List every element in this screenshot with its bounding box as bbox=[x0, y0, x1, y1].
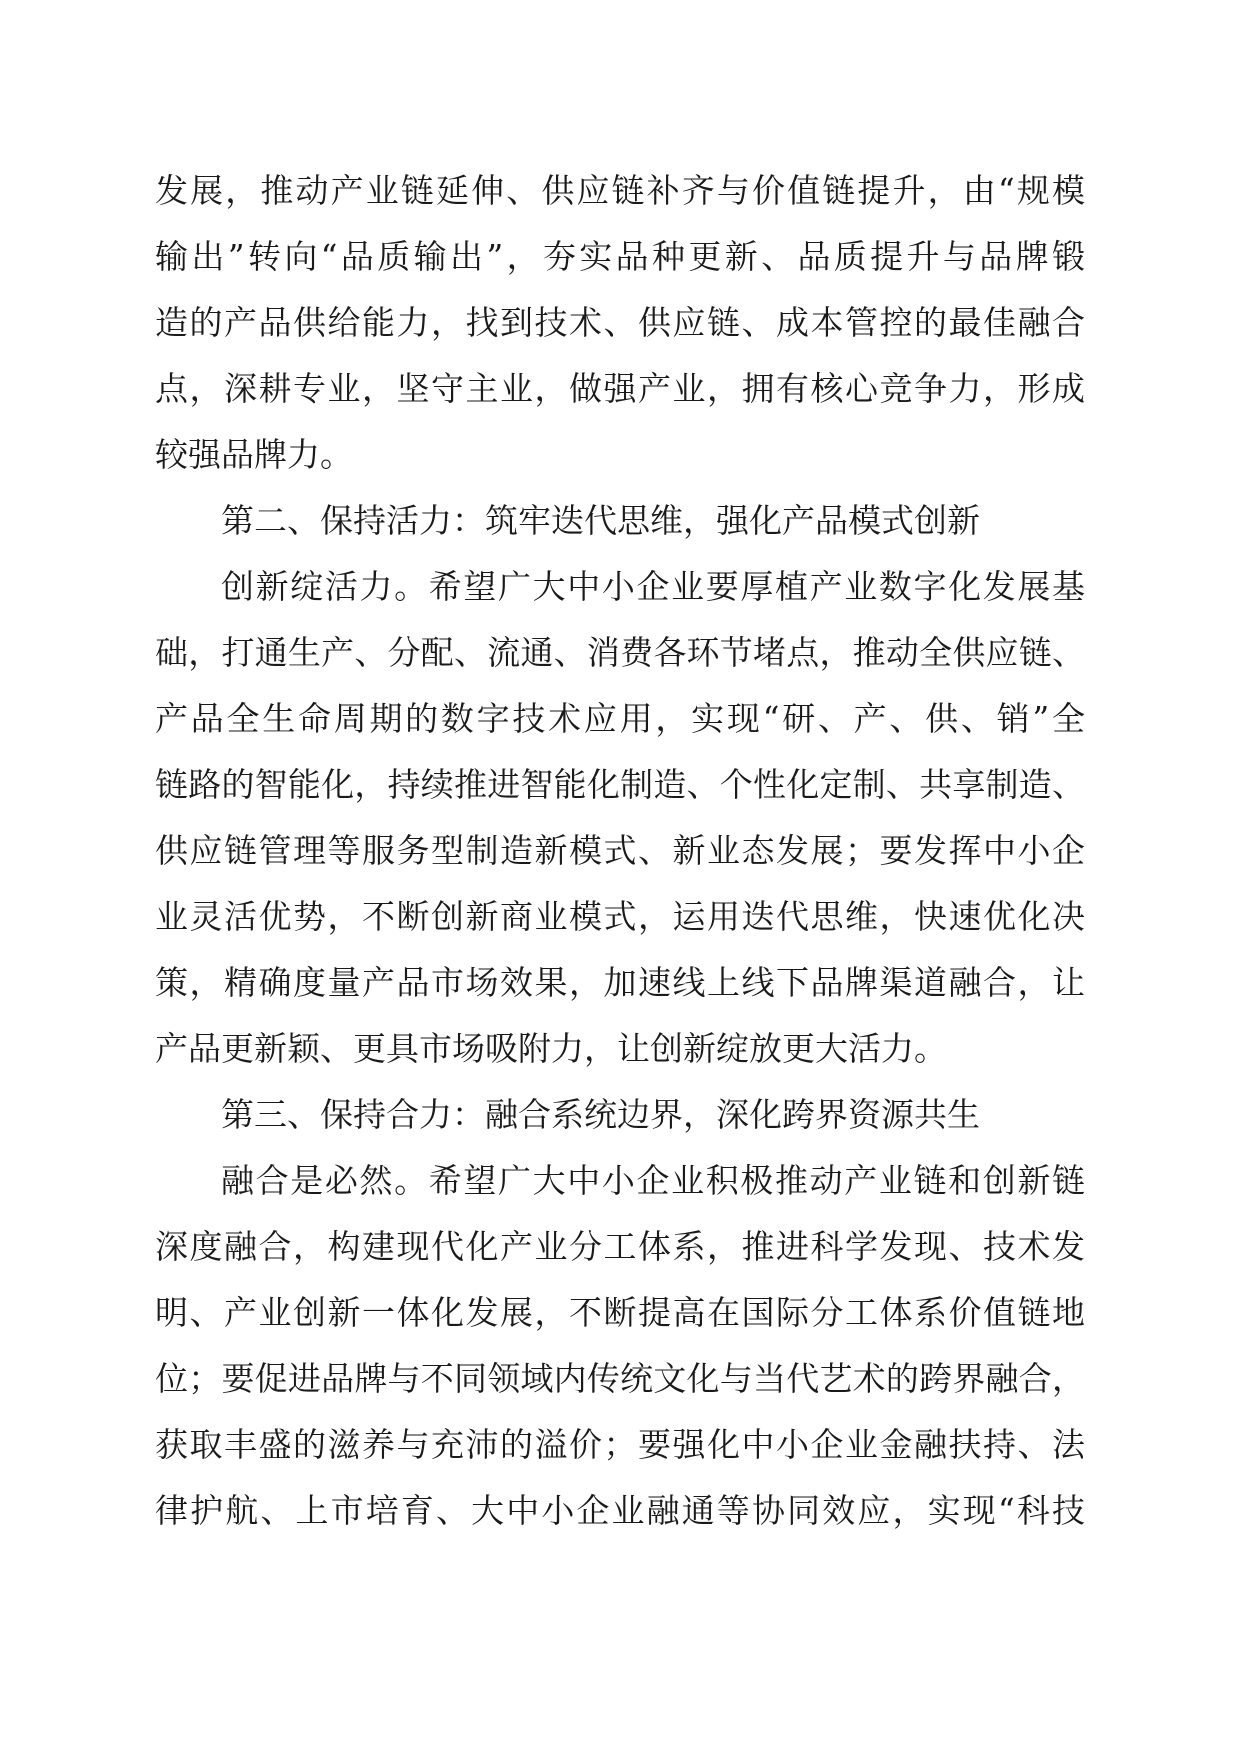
paragraph-start: 创新绽活力。希望广大中小企业要厚植产业数字化发展基 bbox=[221, 567, 1085, 606]
text-line: 深度融合，构建现代化产业分工体系，推进科学发现、技术发 bbox=[155, 1227, 1085, 1266]
text-line: 输出”转向“品质输出”，夯实品种更新、品质提升与品牌锻 bbox=[155, 237, 1085, 276]
text-line: 链路的智能化，持续推进智能化制造、个性化定制、共享制造、 bbox=[155, 765, 1085, 804]
paragraph-start: 融合是必然。希望广大中小企业积极推动产业链和创新链 bbox=[221, 1161, 1085, 1200]
text-line: 造的产品供给能力，找到技术、供应链、成本管控的最佳融合 bbox=[155, 303, 1085, 342]
text-line: 明、产业创新一体化发展，不断提高在国际分工体系价值链地 bbox=[155, 1293, 1085, 1332]
text-line: 获取丰盛的滋养与充沛的溢价；要强化中小企业金融扶持、法 bbox=[155, 1425, 1085, 1464]
text-line: 律护航、上市培育、大中小企业融通等协同效应，实现“科技 bbox=[155, 1491, 1085, 1530]
section-heading-3: 第三、保持合力：融合系统边界，深化跨界资源共生 bbox=[221, 1095, 980, 1134]
text-line: 业灵活优势，不断创新商业模式，运用迭代思维，快速优化决 bbox=[155, 897, 1085, 936]
text-line: 础，打通生产、分配、流通、消费各环节堵点，推动全供应链、 bbox=[155, 633, 1085, 672]
text-line: 较强品牌力。 bbox=[155, 435, 353, 474]
text-line: 策，精确度量产品市场效果，加速线上线下品牌渠道融合，让 bbox=[155, 963, 1085, 1002]
section-heading-2: 第二、保持活力：筑牢迭代思维，强化产品模式创新 bbox=[221, 501, 980, 540]
text-line: 发展，推动产业链延伸、供应链补齐与价值链提升，由“规模 bbox=[155, 171, 1085, 210]
text-line: 产品全生命周期的数字技术应用，实现“研、产、供、销”全 bbox=[155, 699, 1085, 738]
text-line: 产品更新颖、更具市场吸附力，让创新绽放更大活力。 bbox=[155, 1029, 947, 1068]
text-line: 位；要促进品牌与不同领域内传统文化与当代艺术的跨界融合， bbox=[155, 1359, 1085, 1398]
text-line: 供应链管理等服务型制造新模式、新业态发展；要发挥中小企 bbox=[155, 831, 1085, 870]
text-line: 点，深耕专业，坚守主业，做强产业，拥有核心竞争力，形成 bbox=[155, 369, 1085, 408]
